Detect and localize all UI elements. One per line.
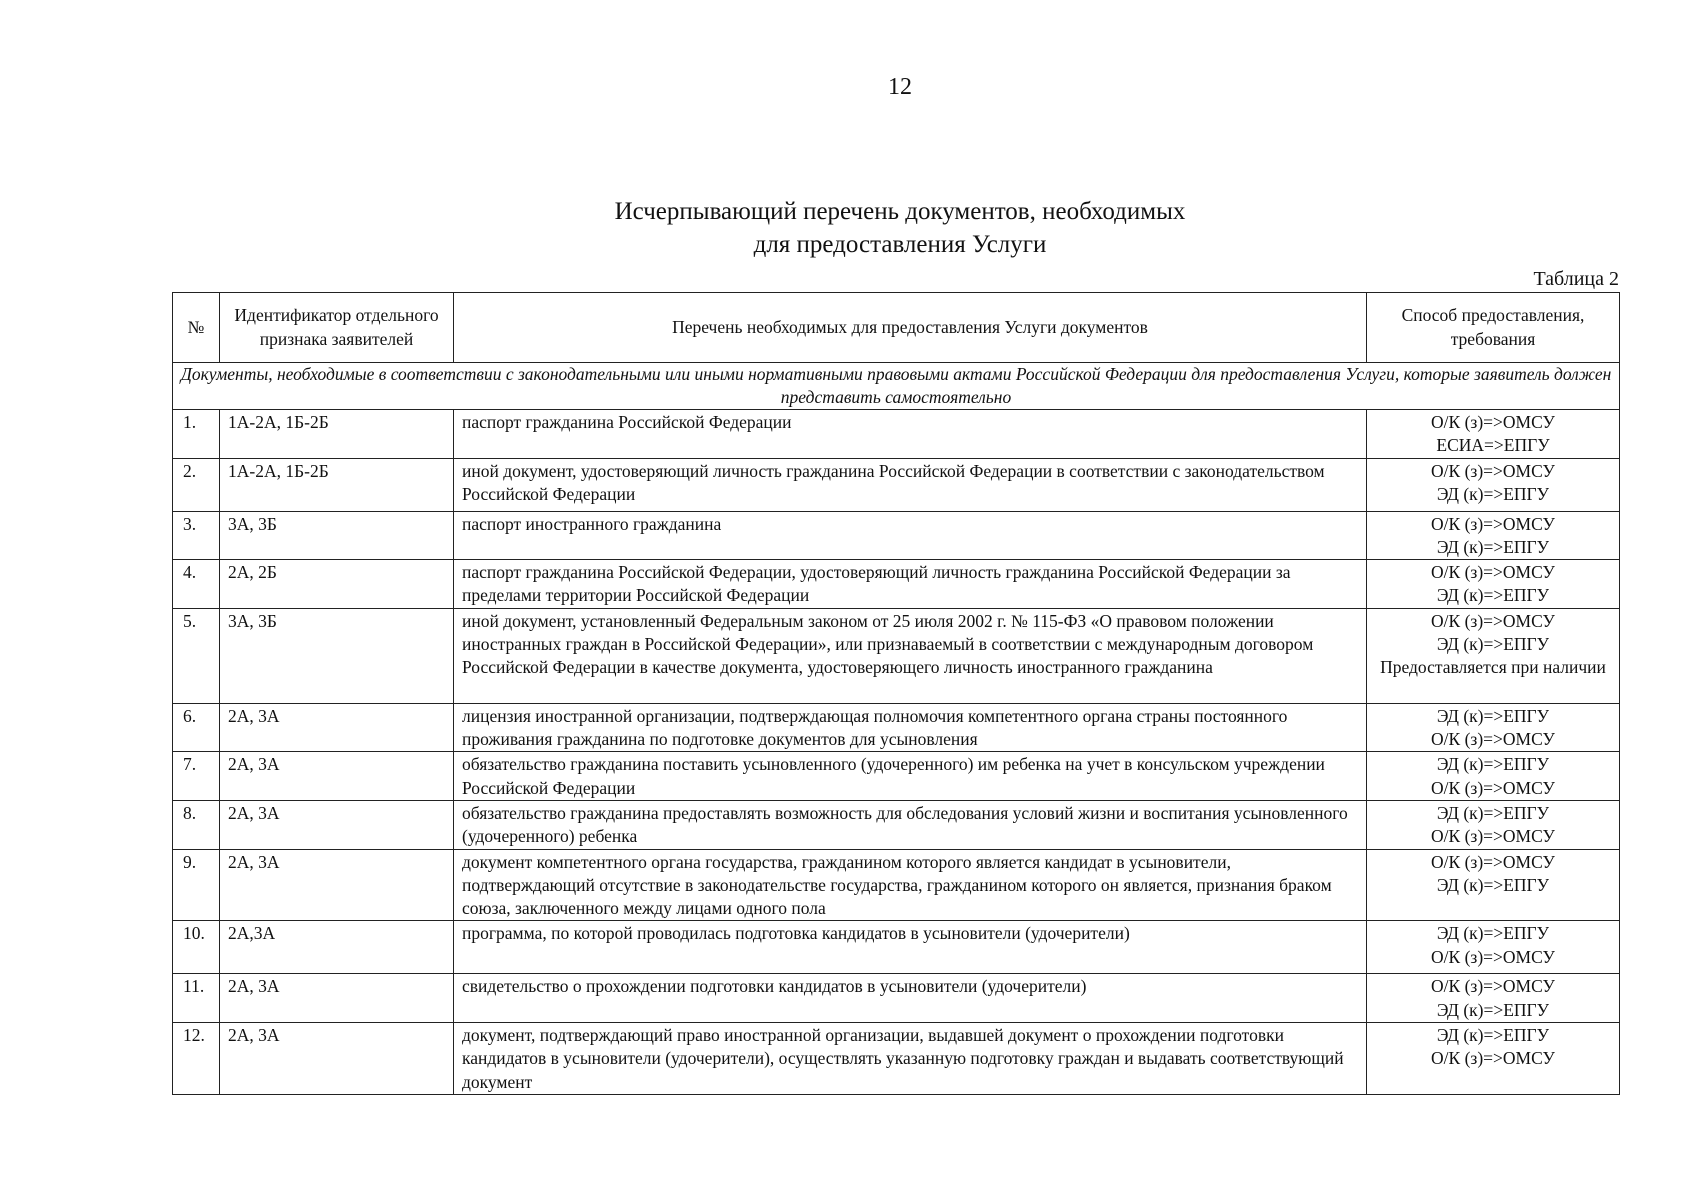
section-title: Документы, необходимые в соответствии с законодательными или иными нормативными правовыми актами Российской Федерации для предоставления Услуги, которые заявитель должен представить самостоятельно xyxy=(173,363,1620,410)
method-line: О/К (з)=>ОМСУ xyxy=(1431,610,1555,631)
method-line: ЭД (к)=>ЕПГУ xyxy=(1436,802,1550,823)
row-identifier: 2А, 3А xyxy=(220,703,454,752)
row-method xyxy=(1367,560,1620,609)
method-line: Предоставляется при наличии xyxy=(1380,657,1606,678)
row-number: 4. xyxy=(173,560,220,609)
documents-table xyxy=(172,292,1620,1095)
table-row xyxy=(173,921,1620,974)
document-title-line-1: Исчерпывающий перечень документов, необходимых xyxy=(614,198,1186,225)
row-method xyxy=(1367,410,1620,459)
method-line: О/К (з)=>ОМСУ xyxy=(1431,412,1555,432)
table-row xyxy=(173,800,1620,849)
row-document: паспорт иностранного гражданина xyxy=(454,511,1367,560)
row-number: 8. xyxy=(173,800,220,849)
method-line: О/К (з)=>ОМСУ xyxy=(1431,826,1555,847)
header-documents: Перечень необходимых для предоставления Услуги документов xyxy=(454,293,1367,363)
row-number: 6. xyxy=(173,703,220,752)
method-line: О/К (з)=>ОМСУ xyxy=(1431,460,1555,481)
method-line: ЭД (к)=>ЕПГУ xyxy=(1436,634,1550,655)
header-num: № xyxy=(173,293,220,363)
method-line: ЭД (к)=>ЕПГУ xyxy=(1436,483,1550,504)
row-document: иной документ, удостоверяющий личность гражданина Российской Федерации в соответствии с законодательством Российской Федерации xyxy=(454,458,1367,511)
method-line: О/К (з)=>ОМСУ xyxy=(1431,777,1555,798)
row-identifier: 2А, 3А xyxy=(220,849,454,921)
method-line: ЭД (к)=>ЕПГУ xyxy=(1436,536,1550,557)
table-header-row xyxy=(173,293,1620,363)
method-line: О/К (з)=>ОМСУ xyxy=(1431,1048,1555,1069)
row-identifier: 1А-2А, 1Б-2Б xyxy=(220,458,454,511)
row-number: 7. xyxy=(173,752,220,801)
row-number: 1. xyxy=(173,410,220,459)
method-line: О/К (з)=>ОМСУ xyxy=(1431,946,1555,967)
row-document: иной документ, установленный Федеральным законом от 25 июля 2002 г. № 115-ФЗ «О правовом положении иностранных граждан в Российской Федерации», или признаваемый в соответствии с международным договором Российской Федерации в качестве документа, удостоверяющего личность иностранного гражданина xyxy=(454,608,1367,703)
row-document: паспорт гражданина Российской Федерации xyxy=(454,410,1367,459)
method-line: О/К (з)=>ОМСУ xyxy=(1431,851,1555,872)
row-document: паспорт гражданина Российской Федерации, удостоверяющий личность гражданина Российской Федерации за пределами территории Российской Федерации xyxy=(454,560,1367,609)
row-method xyxy=(1367,849,1620,921)
row-identifier: 3А, 3Б xyxy=(220,511,454,560)
table-row xyxy=(173,560,1620,609)
row-document: документ компетентного органа государства, гражданином которого является кандидат в усыновители, подтверждающий отсутствие в законодательстве государства, гражданином которого он является, признания браком союза, заключенного между лицами одного пола xyxy=(454,849,1367,921)
row-method xyxy=(1367,1023,1620,1095)
page-number: 12 xyxy=(888,74,912,100)
row-document: обязательство гражданина поставить усыновленного (удочеренного) им ребенка на учет в консульском учреждении Российской Федерации xyxy=(454,752,1367,801)
table-caption: Таблица 2 xyxy=(1533,268,1619,290)
row-identifier: 2А, 3А xyxy=(220,974,454,1023)
method-line: ЭД (к)=>ЕПГУ xyxy=(1436,923,1550,944)
document-title xyxy=(0,195,1698,261)
table-row xyxy=(173,458,1620,511)
row-number: 9. xyxy=(173,849,220,921)
table-row xyxy=(173,511,1620,560)
row-document: свидетельство о прохождении подготовки кандидатов в усыновители (удочерители) xyxy=(454,974,1367,1023)
method-line: О/К (з)=>ОМСУ xyxy=(1431,562,1555,583)
row-number: 12. xyxy=(173,1023,220,1095)
row-document: документ, подтверждающий право иностранной организации, выдавшей документ о прохождении подготовки кандидатов в усыновители (удочерители), осуществлять указанную подготовку граждан и выдавать соответствующий документ xyxy=(454,1023,1367,1095)
row-document: программа, по которой проводилась подготовка кандидатов в усыновители (удочерители) xyxy=(454,921,1367,974)
method-line: ЕСИА=>ЕПГУ xyxy=(1436,435,1550,456)
table-body xyxy=(173,363,1620,1095)
document-title-line-2: для предоставления Услуги xyxy=(753,231,1047,258)
row-document: обязательство гражданина предоставлять возможность для обследования условий жизни и воспитания усыновленного (удочеренного) ребенка xyxy=(454,800,1367,849)
row-method xyxy=(1367,608,1620,703)
table-row xyxy=(173,608,1620,703)
method-line: ЭД (к)=>ЕПГУ xyxy=(1436,585,1550,606)
row-identifier: 3А, 3Б xyxy=(220,608,454,703)
row-identifier: 2А, 3А xyxy=(220,752,454,801)
method-line: ЭД (к)=>ЕПГУ xyxy=(1436,999,1550,1020)
table-row xyxy=(173,703,1620,752)
row-identifier: 2А,3А xyxy=(220,921,454,974)
table-row xyxy=(173,974,1620,1023)
row-number: 2. xyxy=(173,458,220,511)
method-line: О/К (з)=>ОМСУ xyxy=(1431,513,1555,534)
row-method xyxy=(1367,752,1620,801)
row-number: 11. xyxy=(173,974,220,1023)
table-row xyxy=(173,752,1620,801)
method-line: О/К (з)=>ОМСУ xyxy=(1431,976,1555,997)
method-line: ЭД (к)=>ЕПГУ xyxy=(1436,754,1550,775)
row-method xyxy=(1367,511,1620,560)
row-method xyxy=(1367,703,1620,752)
row-number: 3. xyxy=(173,511,220,560)
row-method xyxy=(1367,921,1620,974)
row-document: лицензия иностранной организации, подтверждающая полномочия компетентного органа страны постоянного проживания гражданина по подготовке документов для усыновления xyxy=(454,703,1367,752)
method-line: ЭД (к)=>ЕПГУ xyxy=(1436,1025,1550,1046)
row-method xyxy=(1367,800,1620,849)
row-identifier: 2А, 3А xyxy=(220,800,454,849)
method-line: ЭД (к)=>ЕПГУ xyxy=(1436,705,1550,726)
table-row xyxy=(173,849,1620,921)
row-identifier: 2А, 2Б xyxy=(220,560,454,609)
row-number: 10. xyxy=(173,921,220,974)
row-number: 5. xyxy=(173,608,220,703)
row-identifier: 1А-2А, 1Б-2Б xyxy=(220,410,454,459)
header-identifier: Идентификатор отдельного признака заявителей xyxy=(220,293,454,363)
method-line: ЭД (к)=>ЕПГУ xyxy=(1436,874,1550,895)
table-row xyxy=(173,410,1620,459)
row-identifier: 2А, 3А xyxy=(220,1023,454,1095)
row-method xyxy=(1367,974,1620,1023)
header-method: Способ предоставления, требования xyxy=(1367,293,1620,363)
section-row xyxy=(173,363,1620,410)
row-method xyxy=(1367,458,1620,511)
table-row xyxy=(173,1023,1620,1095)
method-line: О/К (з)=>ОМСУ xyxy=(1431,729,1555,750)
